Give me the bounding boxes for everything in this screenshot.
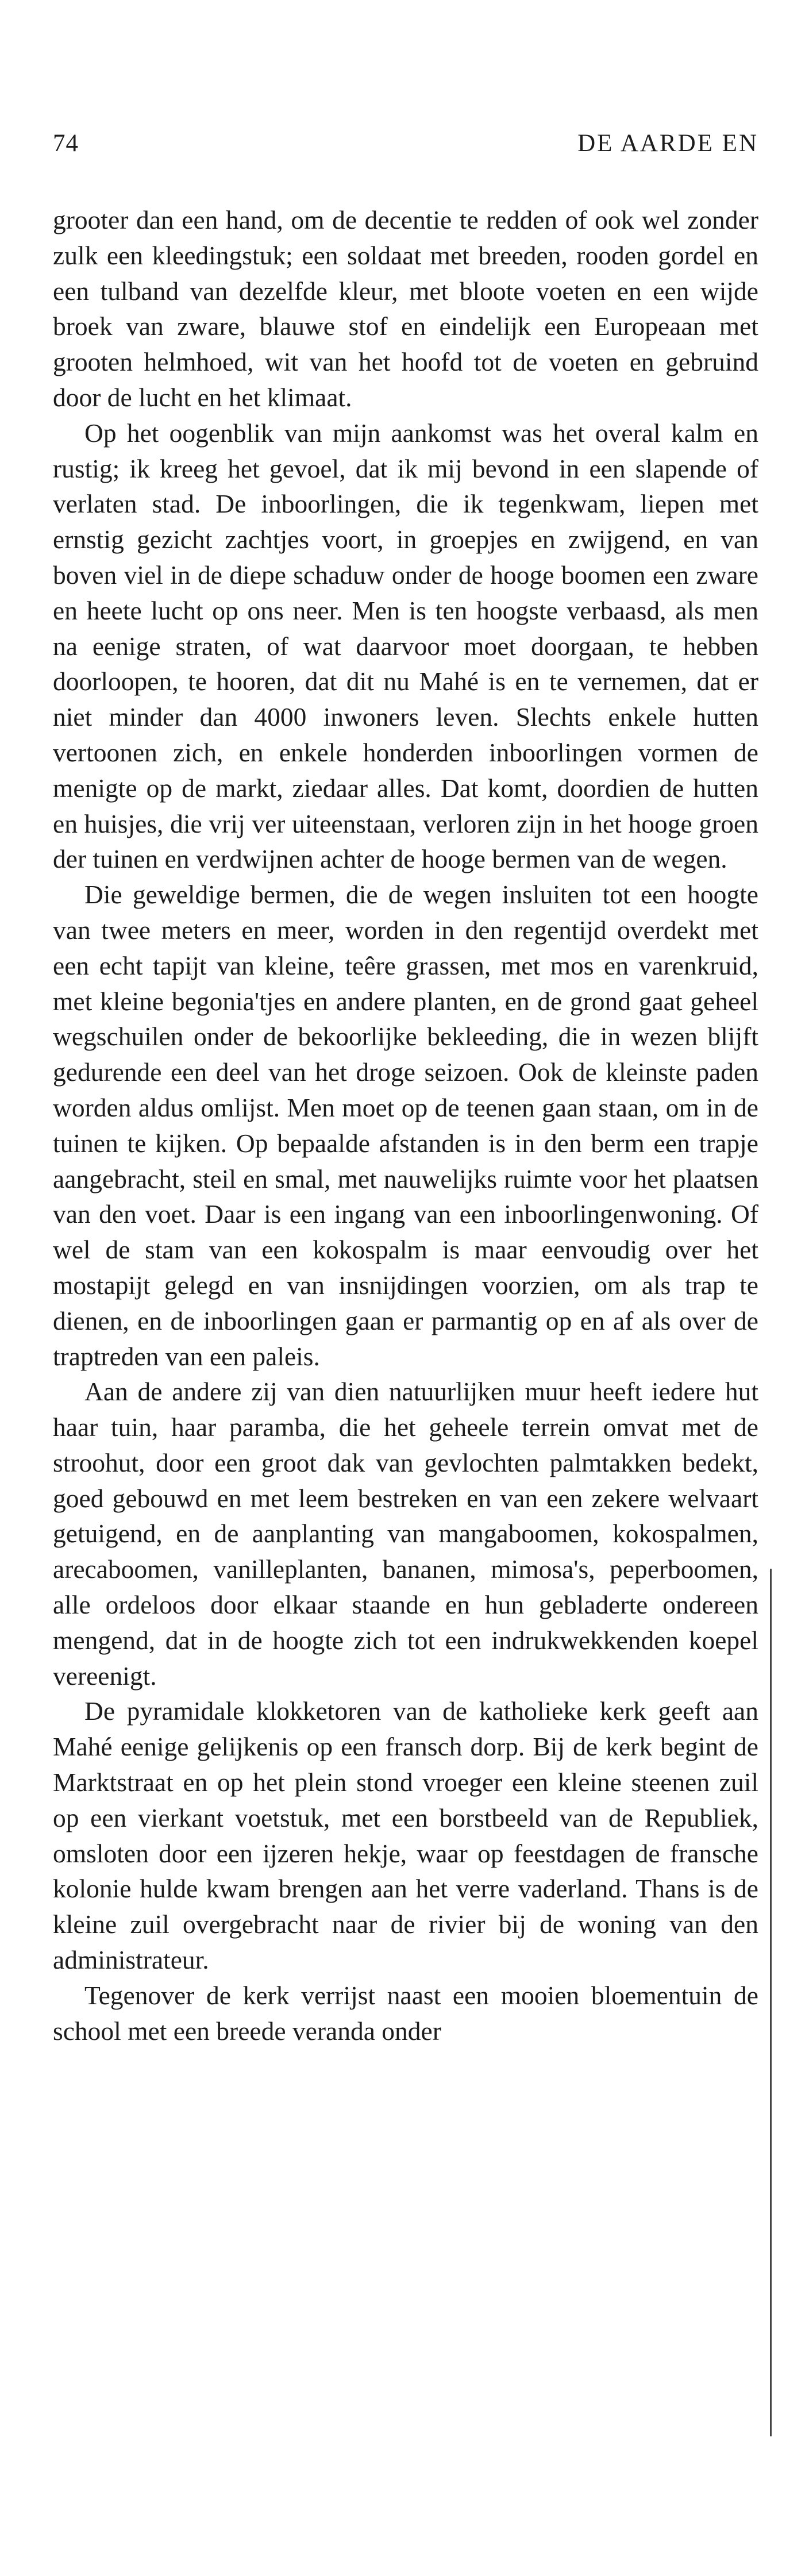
body-text (53, 202, 758, 2049)
margin-line (770, 1569, 772, 2436)
page-number: 74 (53, 130, 79, 157)
paragraph-1: grooter dan een hand, om de decentie te redden of ook wel zonder zulk een kleedingstuk; een soldaat met breeden, rooden gordel en een tulband van dezelfde kleur, met bloote voeten en een wijde broek van zware, blauwe stof en eindelijk een Europeaan met grooten helmhoed, wit van het hoofd tot de voeten en gebruind door de lucht en het klimaat. (53, 205, 758, 412)
paragraph-3: Die geweldige bermen, die de wegen insluiten tot een hoogte van twee meters en meer, worden in den regentijd overdekt met een echt tapijt van kleine, teêre grassen, met mos en varenkruid, met kleine begonia'tjes en andere planten, en de grond gaat geheel wegschuilen onder de bekoorlijke bekleeding, die in wezen blijft gedurende een deel van het droge seizoen. Ook de kleinste paden worden aldus omlijst. Men moet op de teenen gaan staan, om in de tuinen te kijken. Op bepaalde afstanden is in den berm een trapje aangebracht, steil en smal, met nauwelijks ruimte voor het plaatsen van den voet. Daar is een ingang van een inboorlingenwoning. Of wel de stam van een kokospalm is maar eenvoudig over het mostapijt gelegd en van insnijdingen voorzien, om als trap te dienen, en de inboorlingen gaan er parmantig op en af als over de traptreden van een paleis. (53, 880, 758, 1371)
paragraph-2: Op het oogenblik van mijn aankomst was het overal kalm en rustig; ik kreeg het gevoel, dat ik mij bevond in een slapende of verlaten stad. De inboorlingen, die ik tegenkwam, liepen met ernstig gezicht zachtjes voort, in groepjes en zwijgend, en van boven viel in de diepe schaduw onder de hooge boomen een zware en heete lucht op ons neer. Men is ten hoogste verbaasd, als men na eenige straten, of wat daarvoor moet doorgaan, te hebben doorloopen, te hooren, dat dit nu Mahé is en te vernemen, dat er niet minder dan 4000 inwoners leven. Slechts enkele hutten vertoonen zich, en enkele honderden inboorlingen vormen de menigte op de markt, ziedaar alles. Dat komt, doordien de hutten en huisjes, die vrij ver uiteenstaan, verloren zijn in het hooge groen der tuinen en verdwijnen achter de hooge bermen van de wegen. (53, 418, 758, 874)
paragraph-4: Aan de andere zij van dien natuurlijken muur heeft iedere hut haar tuin, haar paramba, die het geheele terrein omvat met de stroohut, door een groot dak van gevlochten palmtakken bedekt, goed gebouwd en met leem bestreken en van een zekere welvaart getuigend, en de aanplanting van mangaboomen, kokospalmen, arecaboomen, vanilleplanten, bananen, mimosa's, peperboomen, alle ordeloos door elkaar staande en hun gebladerte ondereen mengend, dat in de hoogte zich tot een indrukwekkenden koepel vereenigt. (53, 1377, 758, 1691)
paragraph-5: De pyramidale klokketoren van de katholieke kerk geeft aan Mahé eenige gelijkenis op een fransch dorp. Bij de kerk begint de Marktstraat en op het plein stond vroeger een kleine steenen zuil op een vierkant voetstuk, met een borstbeeld van de Republiek, omsloten door een ijzeren hekje, waar op feestdagen de fransche kolonie hulde kwam brengen aan het verre vaderland. Thans is de kleine zuil overgebracht naar de rivier bij de woning van den administrateur. (53, 1696, 758, 1975)
running-head: DE AARDE EN (577, 130, 758, 157)
paragraph-6: Tegenover de kerk verrijst naast een mooien bloementuin de school met een breede veranda onder (53, 1980, 758, 2046)
page-header (53, 129, 758, 164)
